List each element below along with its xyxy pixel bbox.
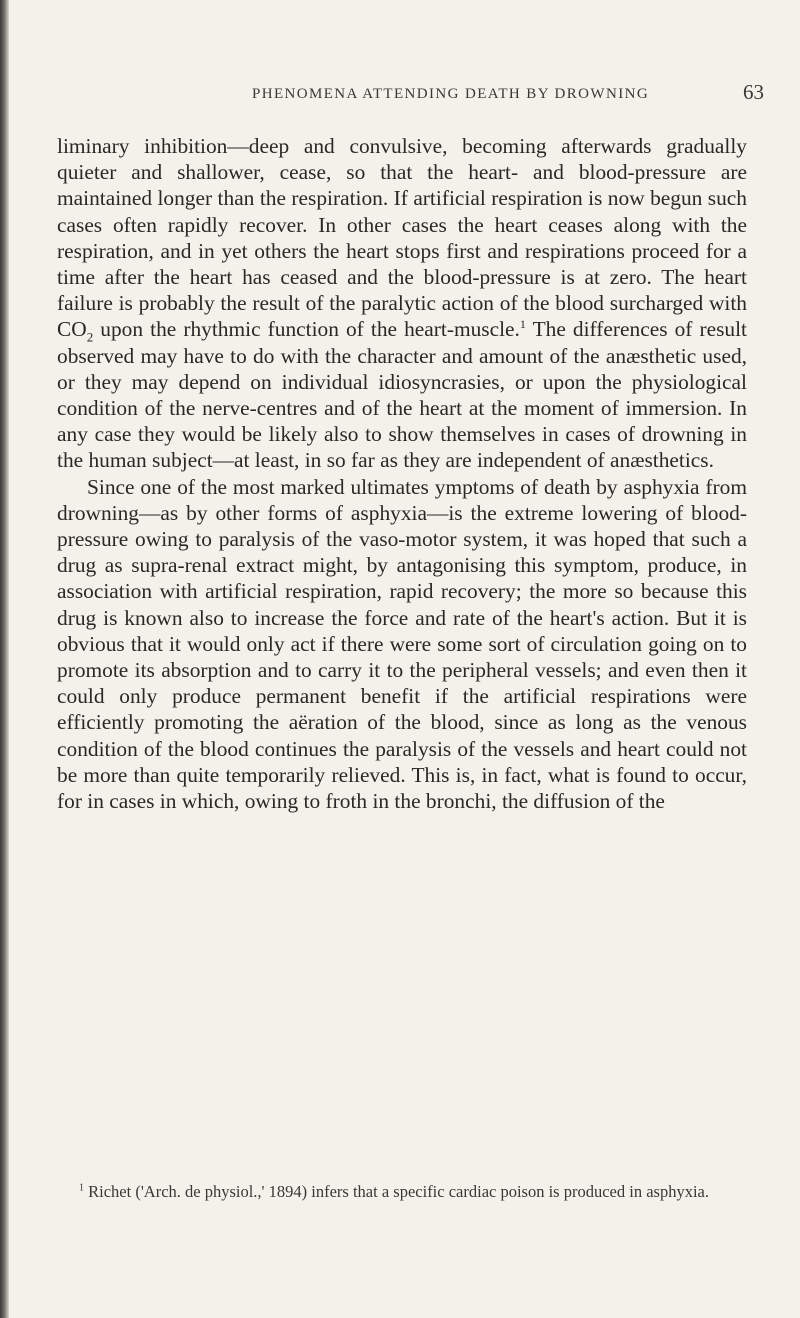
page-number: 63 (743, 80, 764, 104)
running-head: PHENOMENA ATTENDING DEATH BY DROWNING (252, 86, 650, 102)
paragraph-2: Since one of the most marked ultimates ymptoms of death by asphyxia from drowning—as by other forms of asphyxia—is the extreme lowering of blood-pressure owing to paralysis of the vaso-motor system, it was hoped that such a drug as supra-renal extract might, by antagonising this symptom, produce, in association with artificial respiration, rapid recovery; the more so because this drug is known also to increase the force and rate of the heart's action. But it is obvious that it would only act if there were some sort of circulation going on to promote its absorption and to carry it to the peripheral vessels; and even then it could only produce permanent benefit if the artificial respirations were efficiently promoting the aëration of the blood, since as long as the venous condition of the blood continues the paralysis of the vessels and heart could not be more than quite temporarily relieved. This is, in fact, what is found to occur, for in cases in which, owing to froth in the bronchi, the diffusion of the (57, 474, 747, 814)
footnote-text: Richet ('Arch. de physiol.,' 1894) infers that a specific cardiac poison is produced in asphyxia. (88, 1182, 709, 1201)
co2-subscript: 2 (86, 329, 94, 345)
paragraph-1 (57, 133, 747, 474)
paragraph-1-part-c: The differences of result observed may have to do with the character and amount of the anæsthetic used, or they may depend on individual idiosyncrasies, or upon the physiological condition of the nerve-centres and of the heart at the moment of immersion. In any case they would be likely also to show themselves in cases of drowning in the human subject—at least, in so far as they are independent of anæsthetics. (57, 317, 747, 473)
paragraph-1-part-a: liminary inhibition—deep and convulsive, becoming afterwards gradually quieter and shallower, cease, so that the heart- and blood-pressure are maintained longer than the respiration. If artificial respiration is now begun such cases often rapidly recover. In other cases the heart ceases along with the respiration, and in yet others the heart stops first and respirations proceed for a time after the heart has ceased and the blood-pressure is at zero. The heart failure is probably the result of the paralytic action of the blood surcharged with CO (57, 134, 747, 342)
footnote (57, 1181, 747, 1202)
footnote-mark: 1 (79, 1182, 84, 1194)
paragraph-1-part-b: upon the rhythmic function of the heart-muscle. (93, 317, 520, 342)
footnote-reference[interactable]: 1 (519, 317, 526, 332)
page-binding-edge (0, 0, 9, 1318)
body-text (57, 133, 747, 814)
